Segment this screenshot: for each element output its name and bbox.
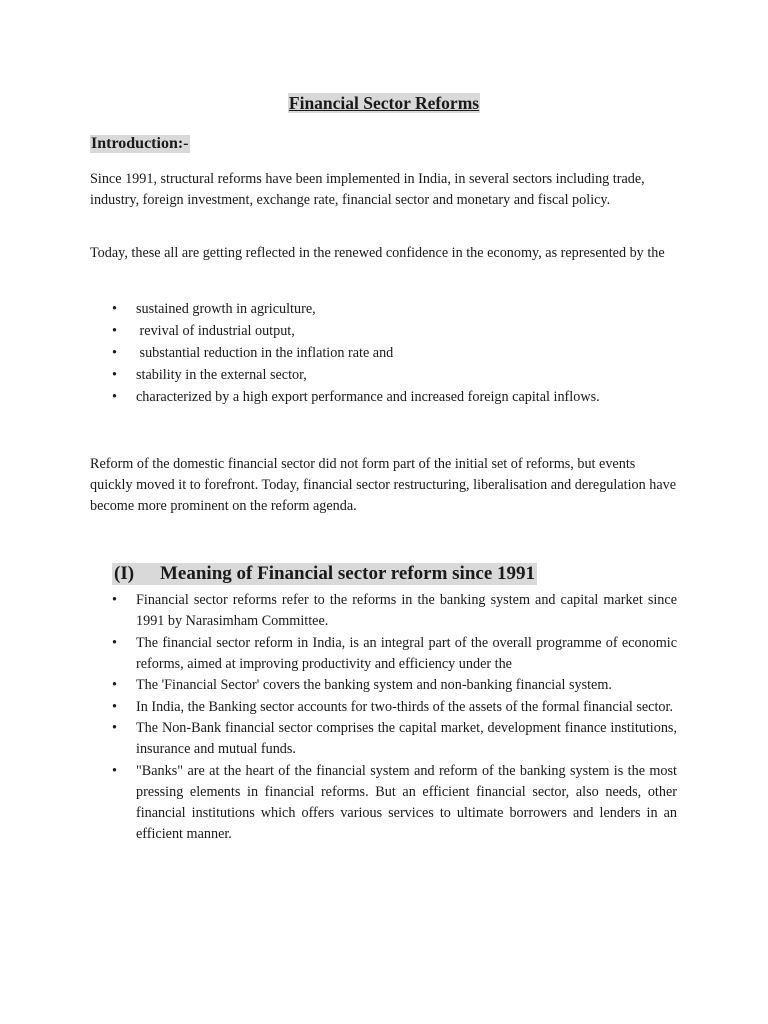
list-item-text: characterized by a high export performance and increased foreign capital inflows. — [136, 389, 600, 405]
intro-bullet-list — [90, 298, 680, 408]
bullet-icon: • — [112, 698, 117, 715]
list-item — [90, 298, 680, 320]
introduction-heading: Introduction:- — [91, 135, 189, 152]
section-heading — [112, 563, 537, 585]
section-title: Meaning of Financial sector reform since 1991 — [160, 563, 536, 584]
bullet-icon: • — [112, 762, 117, 779]
intro-paragraph-1: Since 1991, structural reforms have been implemented in India, in several sectors including trade, industry, foreign investment, exchange rate, financial sector and monetary and fiscal policy. — [90, 171, 645, 208]
section-bullet-list — [90, 590, 680, 845]
list-item — [90, 342, 680, 364]
reform-paragraph: Reform of the domestic financial sector did not form part of the initial set of reforms, but events quickly moved it to forefront. Today, financial sector restructuring, liberalisation and deregulation have become more prominent on the reform agenda. — [90, 456, 677, 514]
list-item — [90, 590, 680, 632]
intro-paragraph-2: Today, these all are getting reflected in the renewed confidence in the economy, as represented by the — [90, 245, 665, 261]
list-item-text: "Banks" are at the heart of the financial system and reform of the banking system is the most pressing elements in financial reforms. But an efficient financial sector, also needs, other financial institutions which offers various services to ultimate borrowers and lenders in an efficient manner. — [136, 762, 677, 842]
list-item-text: substantial reduction in the inflation rate and — [136, 345, 394, 361]
list-item — [90, 718, 680, 760]
list-item — [90, 633, 680, 675]
bullet-icon: • — [112, 367, 117, 383]
list-item-text: The 'Financial Sector' covers the banking system and non-banking financial system. — [136, 677, 612, 693]
bullet-icon: • — [112, 592, 117, 608]
list-item — [90, 320, 680, 342]
document-title-row — [0, 93, 768, 114]
list-item-text: sustained growth in agriculture, — [136, 301, 316, 317]
list-item-text: The Non-Bank financial sector comprises the capital market, development finance institutions, insurance and mutual funds. — [136, 720, 677, 757]
list-item-text: Financial sector reforms refer to the reforms in the banking system and capital market since 1991 by Narasimham Committee. — [136, 592, 677, 629]
bullet-icon: • — [112, 301, 117, 317]
list-item — [90, 697, 680, 718]
bullet-icon: • — [112, 720, 117, 736]
list-item-text: In India, the Banking sector accounts for two-thirds of the assets of the formal financial sector. — [136, 698, 673, 715]
bullet-icon: • — [112, 634, 117, 651]
list-item — [90, 386, 680, 408]
bullet-icon: • — [112, 345, 117, 361]
list-item — [90, 675, 680, 696]
bullet-icon: • — [112, 389, 117, 405]
list-item — [90, 761, 680, 845]
bullet-icon: • — [112, 323, 117, 339]
section-number: (I) — [114, 563, 135, 584]
list-item — [90, 364, 680, 386]
list-item-text: The financial sector reform in India, is an integral part of the overall programme of economic reforms, aimed at improving productivity and efficiency under the — [136, 634, 677, 672]
list-item-text: stability in the external sector, — [136, 367, 307, 383]
bullet-icon: • — [112, 677, 117, 693]
list-item-text: revival of industrial output, — [136, 323, 295, 339]
document-title: Financial Sector Reforms — [288, 93, 480, 113]
